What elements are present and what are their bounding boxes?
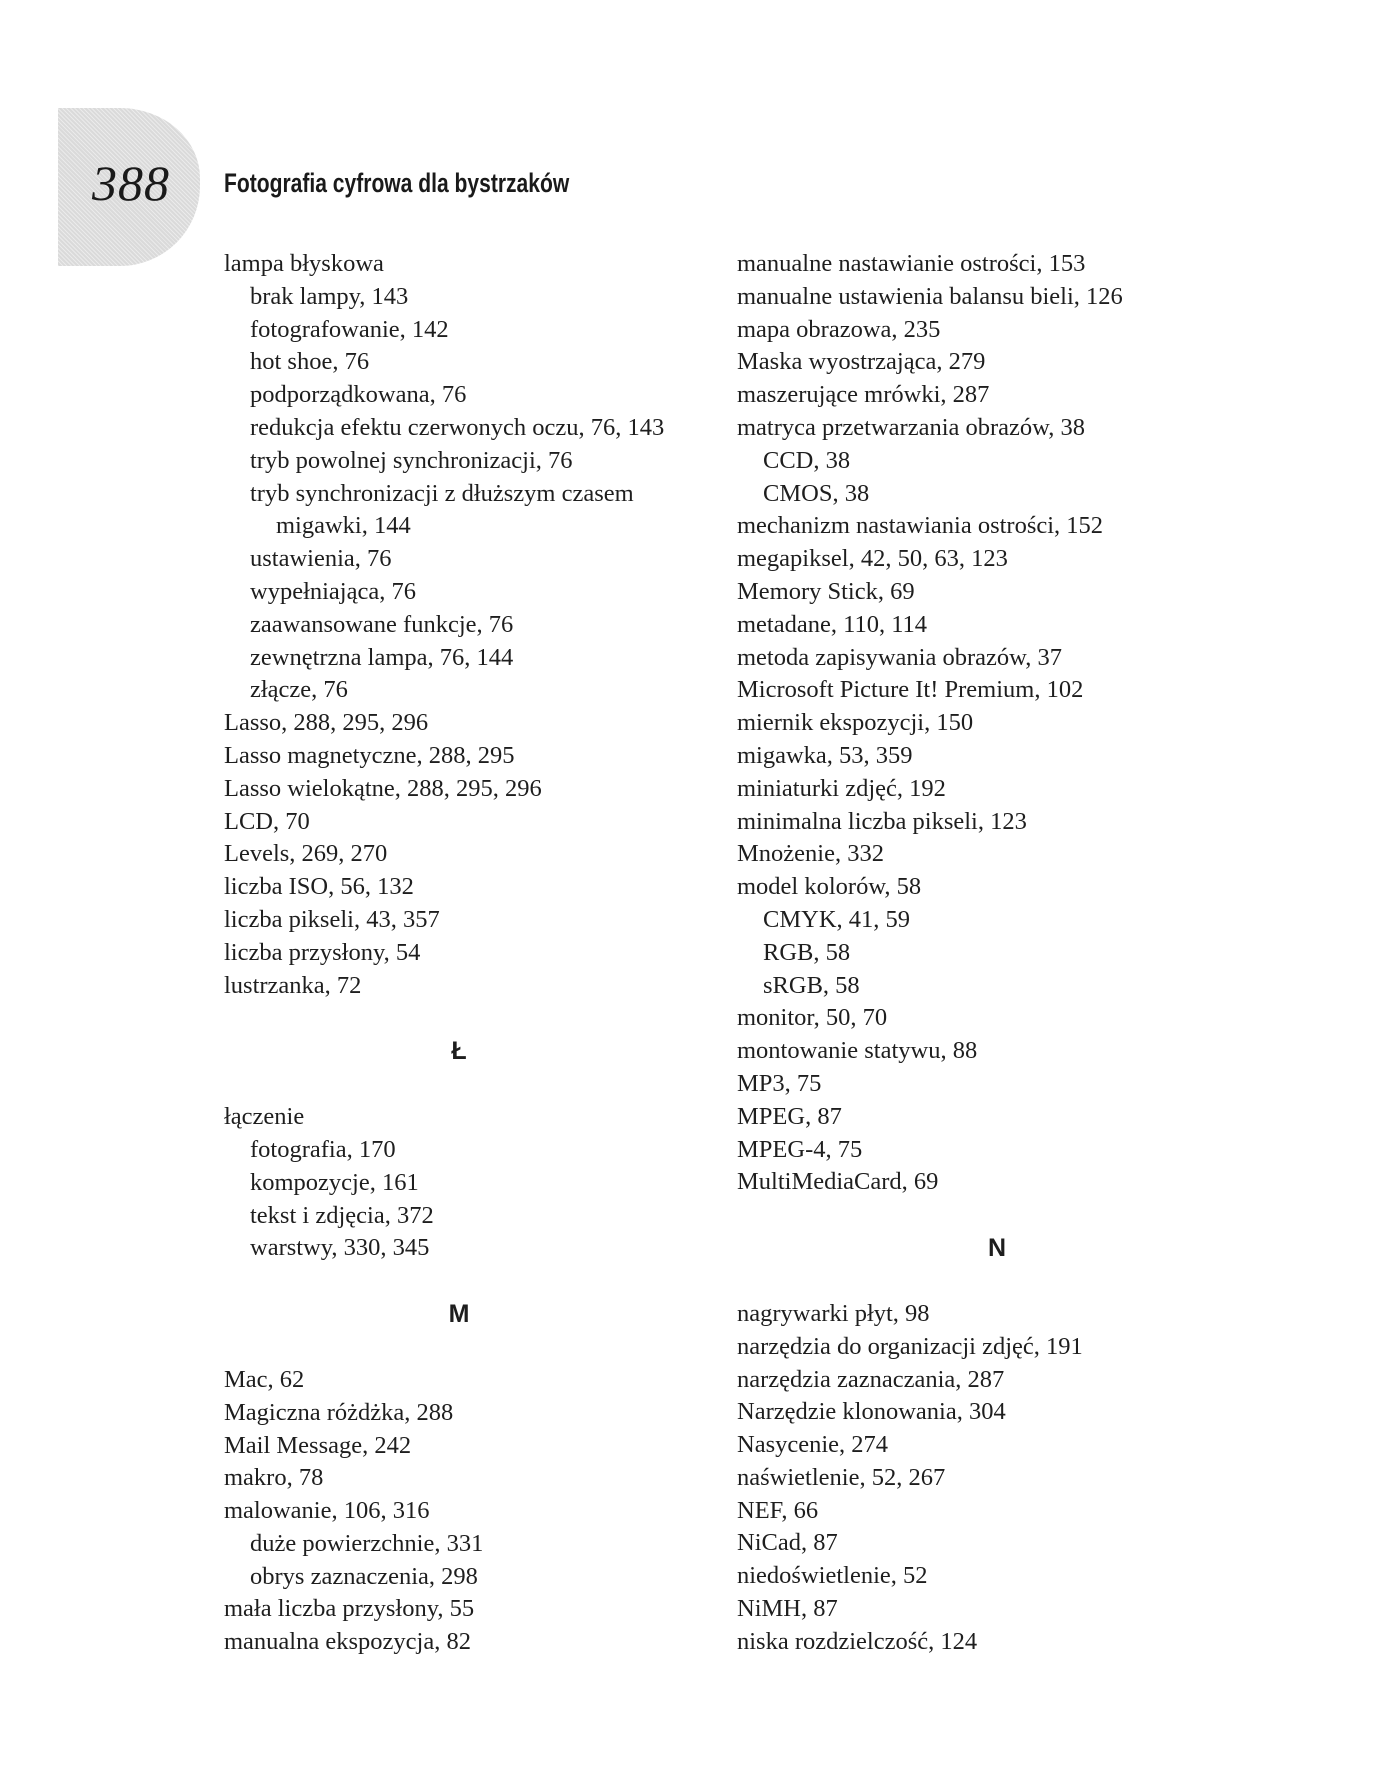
index-entry: Mnożenie, 332 — [737, 840, 884, 868]
index-entry: lampa błyskowa — [224, 250, 384, 277]
index-entry: megapiksel, 42, 50, 63, 123 — [737, 545, 1008, 573]
index-entry: MP3, 75 — [737, 1069, 822, 1097]
index-subentry: CMOS, 38 — [763, 479, 870, 507]
index-entry: MPEG-4, 75 — [737, 1135, 863, 1163]
index-entry: Memory Stick, 69 — [737, 577, 915, 605]
index-subentry: warstwy, 330, 345 — [250, 1234, 430, 1262]
index-subentry: brak lampy, 143 — [250, 282, 409, 310]
index-subentry: CCD, 38 — [763, 446, 851, 474]
index-subentry: wypełniająca, 76 — [250, 577, 416, 605]
index-entry: Lasso wielokątne, 288, 295, 296 — [224, 774, 542, 802]
index-entry: Lasso magnetyczne, 288, 295 — [224, 741, 515, 769]
index-subentry: zewnętrzna lampa, 76, 144 — [250, 643, 514, 671]
index-entry: matryca przetwarzania obrazów, 38 — [737, 413, 1086, 441]
index-entry: miniaturki zdjęć, 192 — [737, 774, 946, 802]
index-entry: miernik ekspozycji, 150 — [737, 709, 974, 737]
index-subentry: złącze, 76 — [250, 676, 348, 704]
index-subentry: RGB, 58 — [763, 938, 851, 966]
index-entry: narzędzia do organizacji zdjęć, 191 — [737, 1332, 1083, 1360]
index-entry: Microsoft Picture It! Premium, 102 — [737, 676, 1084, 704]
index-entry: manualne ustawienia balansu bieli, 126 — [737, 282, 1123, 310]
index-subentry: tryb powolnej synchronizacji, 76 — [250, 446, 573, 474]
index-block — [224, 1364, 694, 1659]
index-entry: mała liczba przysłony, 55 — [224, 1595, 475, 1623]
index-subentry: fotografowanie, 142 — [250, 315, 449, 343]
index-entry: model kolorów, 58 — [737, 873, 922, 901]
index-entry: lustrzanka, 72 — [224, 971, 362, 999]
index-entry: maszerujące mrówki, 287 — [737, 381, 990, 409]
index-entry: MPEG, 87 — [737, 1102, 842, 1130]
index-entry: NEF, 66 — [737, 1496, 819, 1524]
index-entry: niedoświetlenie, 52 — [737, 1562, 928, 1590]
index-entry: NiMH, 87 — [737, 1595, 838, 1623]
index-entry: liczba ISO, 56, 132 — [224, 873, 414, 901]
index-subentry: hot shoe, 76 — [250, 348, 370, 376]
index-entry: manualne nastawianie ostrości, 153 — [737, 250, 1086, 277]
index-entry: malowanie, 106, 316 — [224, 1497, 430, 1525]
index-subentry: zaawansowane funkcje, 76 — [250, 610, 514, 638]
index-entry: makro, 78 — [224, 1464, 324, 1492]
index-entry: NiCad, 87 — [737, 1529, 838, 1557]
index-entry: Levels, 269, 270 — [224, 840, 388, 868]
index-entry: minimalna liczba pikseli, 123 — [737, 807, 1027, 835]
section-letter: M — [448, 1300, 470, 1329]
index-entry: Lasso, 288, 295, 296 — [224, 709, 429, 737]
index-entry: monitor, 50, 70 — [737, 1004, 888, 1032]
index-subentry: tekst i zdjęcia, 372 — [250, 1201, 434, 1229]
index-column-left — [224, 248, 694, 1659]
index-subentry: sRGB, 58 — [763, 971, 860, 999]
index-subentry: kompozycje, 161 — [250, 1168, 419, 1196]
index-entry: Mail Message, 242 — [224, 1431, 412, 1459]
index-subentry: migawki, 144 — [276, 512, 411, 540]
index-entry: naświetlenie, 52, 267 — [737, 1463, 946, 1491]
index-entry: Maska wyostrzająca, 279 — [737, 348, 986, 376]
section-letter: Ł — [451, 1037, 467, 1066]
index-entry: migawka, 53, 359 — [737, 741, 913, 769]
index-entry: nagrywarki płyt, 98 — [737, 1299, 930, 1327]
index-subentry: obrys zaznaczenia, 298 — [250, 1562, 478, 1590]
index-subentry: podporządkowana, 76 — [250, 381, 467, 409]
index-entry: mechanizm nastawiania ostrości, 152 — [737, 512, 1104, 540]
index-entry: niska rozdzielczość, 124 — [737, 1627, 978, 1655]
index-entry: montowanie statywu, 88 — [737, 1037, 978, 1065]
index-subentry: tryb synchronizacji z dłuższym czasem — [250, 479, 634, 507]
running-title: Fotografia cyfrowa dla bystrzaków — [224, 168, 570, 198]
index-block — [224, 1101, 694, 1265]
index-entry: Magiczna różdżka, 288 — [224, 1398, 454, 1426]
section-letter: N — [987, 1234, 1007, 1263]
index-column-right — [737, 248, 1257, 1659]
index-entry: Narzędzie klonowania, 304 — [737, 1398, 1006, 1426]
index-subentry: fotografia, 170 — [250, 1135, 396, 1163]
index-block — [224, 248, 694, 1002]
index-entry: Nasycenie, 274 — [737, 1431, 889, 1459]
index-subentry: CMYK, 41, 59 — [763, 905, 911, 933]
index-entry: metoda zapisywania obrazów, 37 — [737, 643, 1062, 671]
index-subentry: duże powierzchnie, 331 — [250, 1529, 484, 1557]
index-block — [737, 248, 1257, 1199]
index-entry: łączenie — [224, 1103, 305, 1131]
index-subentry: redukcja efektu czerwonych oczu, 76, 143 — [250, 413, 665, 441]
index-entry: narzędzia zaznaczania, 287 — [737, 1365, 1005, 1393]
index-entry: liczba przysłony, 54 — [224, 938, 421, 966]
index-entry: liczba pikseli, 43, 357 — [224, 905, 440, 933]
index-entry: mapa obrazowa, 235 — [737, 315, 941, 343]
index-subentry: ustawienia, 76 — [250, 545, 392, 573]
index-entry: manualna ekspozycja, 82 — [224, 1628, 471, 1656]
index-entry: MultiMediaCard, 69 — [737, 1168, 939, 1196]
index-block — [737, 1298, 1257, 1659]
page-number: 388 — [92, 155, 170, 211]
index-entry: metadane, 110, 114 — [737, 610, 928, 638]
index-entry: LCD, 70 — [224, 807, 310, 835]
index-entry: Mac, 62 — [224, 1365, 305, 1393]
